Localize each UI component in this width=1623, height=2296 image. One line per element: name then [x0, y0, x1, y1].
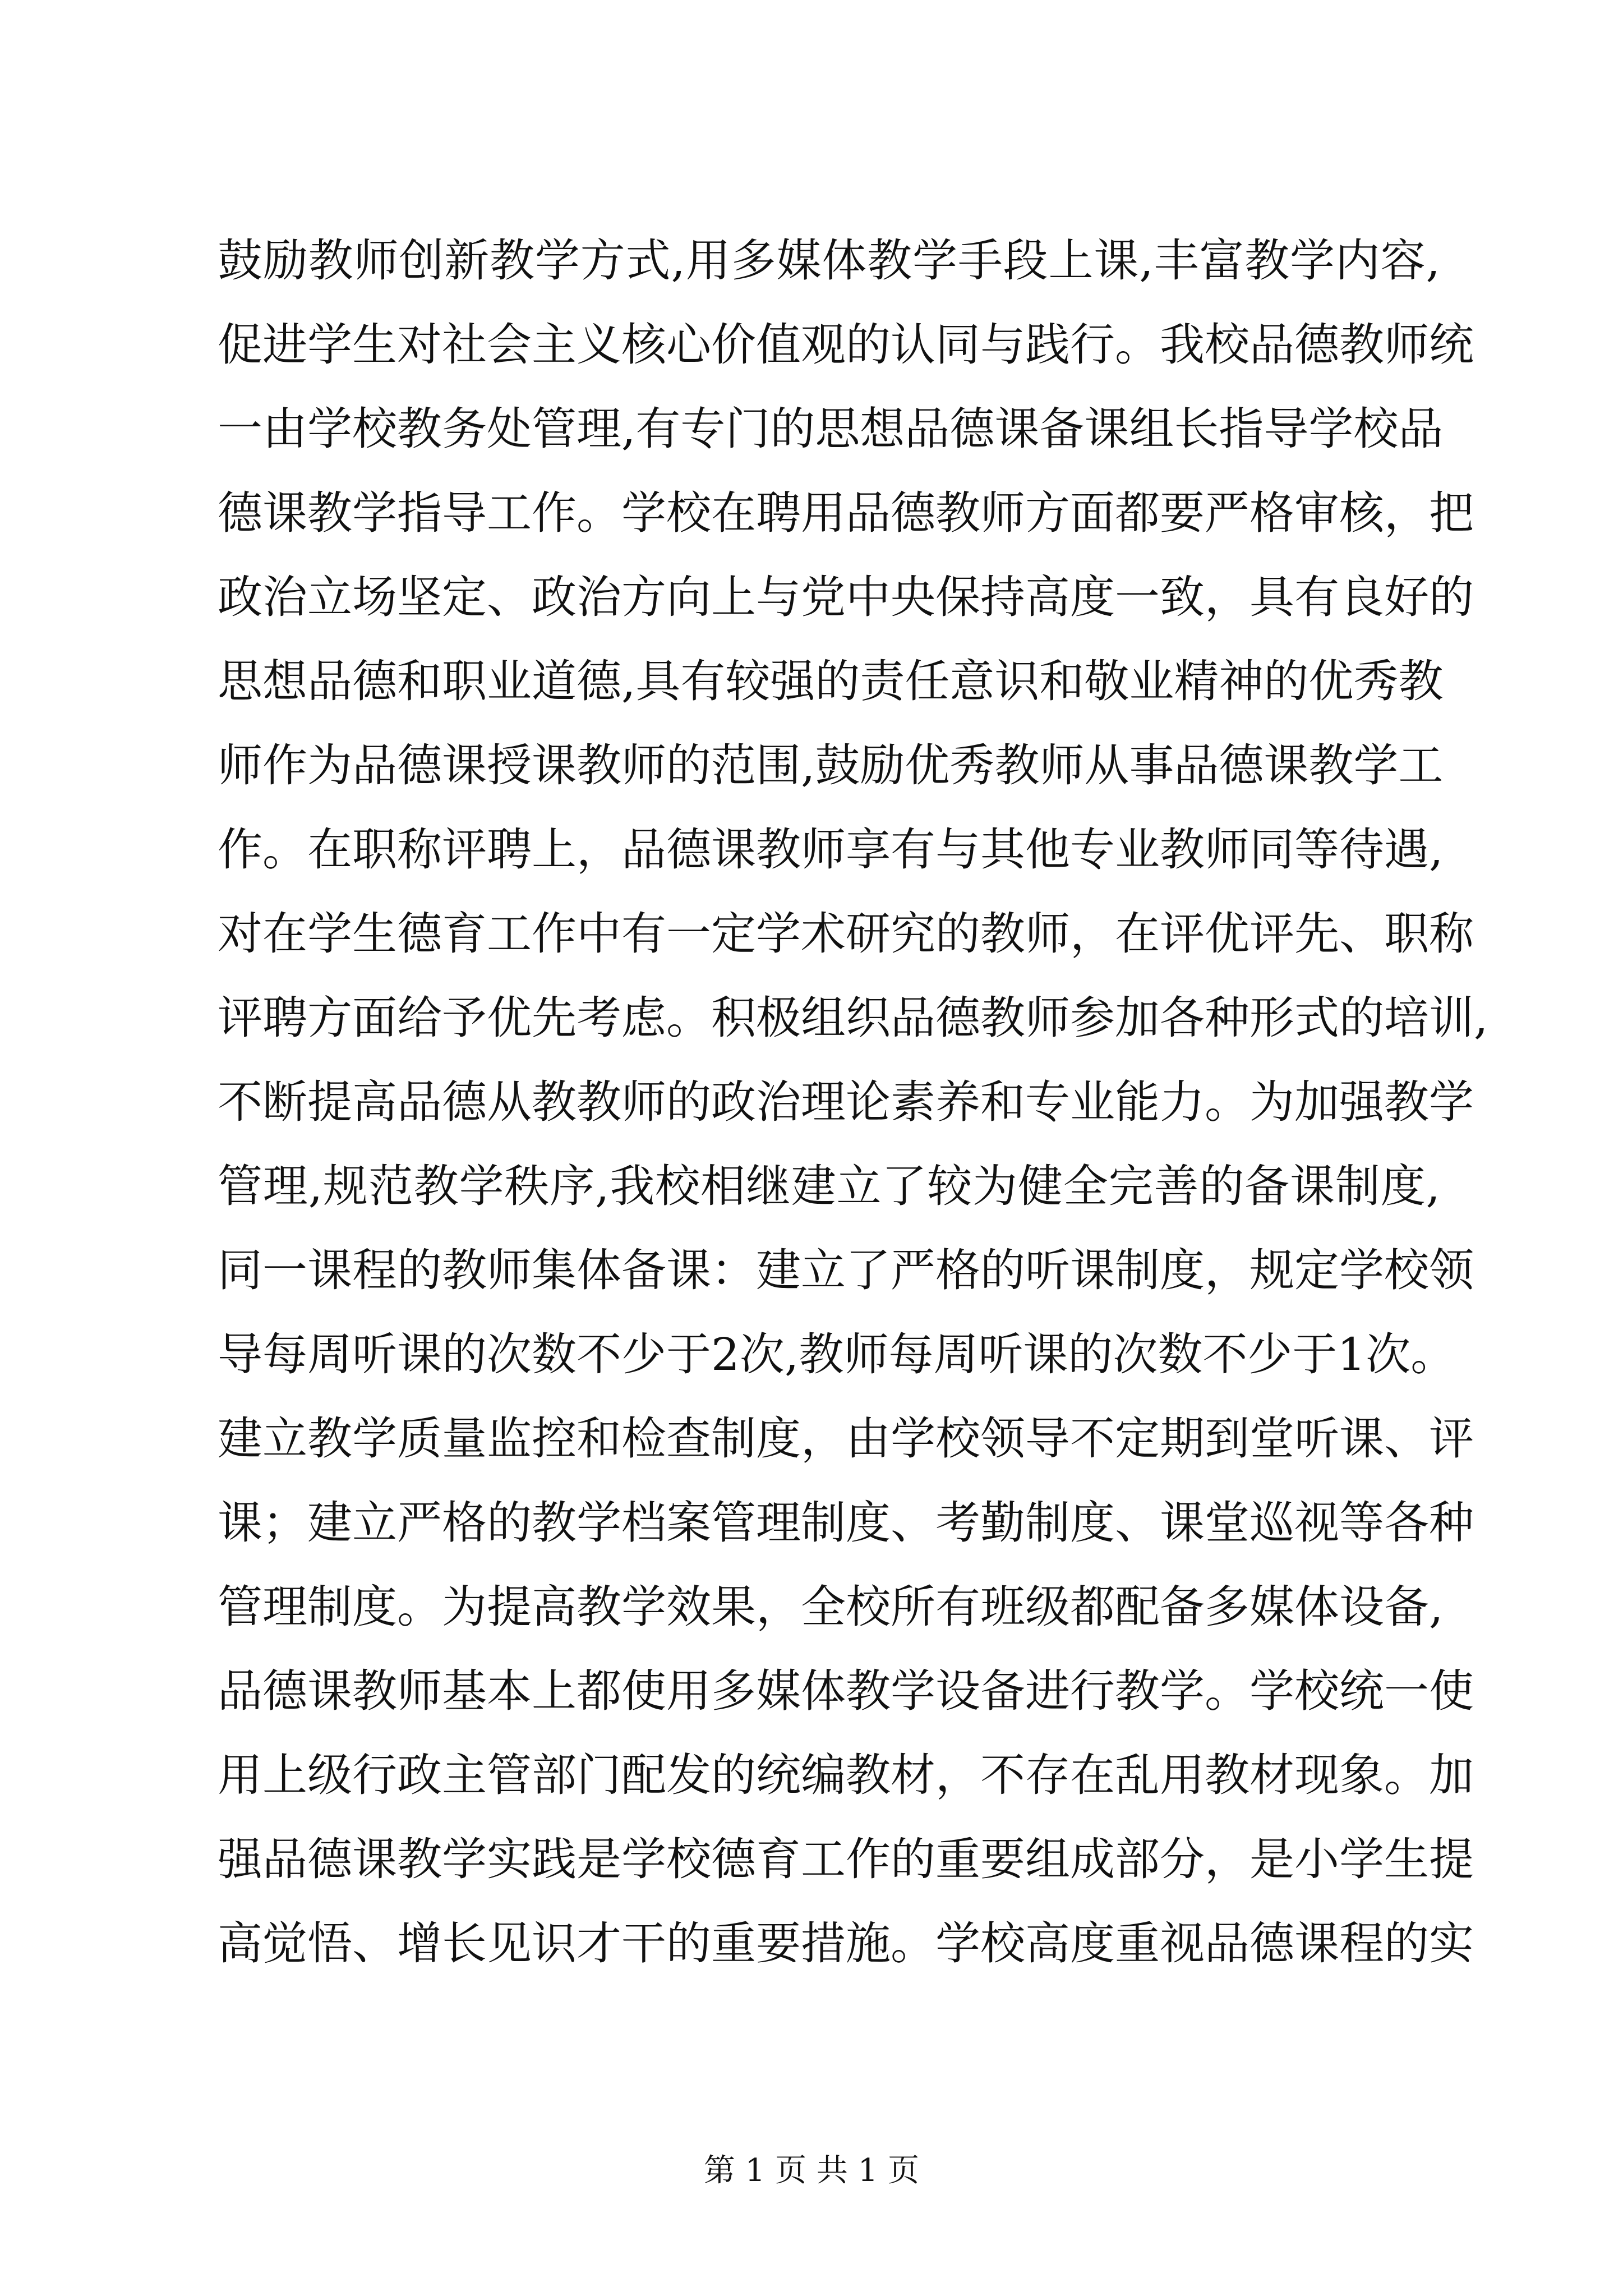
text-line: 评聘方面给予优先考虑。积极组织品德教师参加各种形式的培训,	[218, 992, 1488, 1044]
text-line: 政治立场坚定、政治方向上与党中央保持高度一致，具有良好的	[218, 571, 1474, 623]
text-line: 作。在职称评聘上，品德课教师享有与其他专业教师同等待遇,	[218, 823, 1444, 876]
text-line: 同一课程的教师集体备课：建立了严格的听课制度，规定学校领	[218, 1244, 1474, 1296]
text-line: 管理制度。为提高教学效果，全校所有班级都配备多媒体设备,	[218, 1581, 1444, 1633]
page-number-label: 第 1 页 共 1 页	[703, 2152, 920, 2189]
text-line: 思想品德和职业道德,具有较强的责任意识和敬业精神的优秀教	[218, 655, 1444, 707]
text-line: 促进学生对社会主义核心价值观的认同与践行。我校品德教师统	[218, 319, 1474, 371]
text-line: 对在学生德育工作中有一定学术研究的教师，在评优评先、职称	[218, 908, 1474, 960]
text-line: 用上级行政主管部门配发的统编教材，不存在乱用教材现象。加	[218, 1749, 1474, 1801]
text-line: 导每周听课的次数不少于2次,教师每周听课的次数不少于1次。	[218, 1328, 1456, 1381]
page-footer	[0, 2151, 1623, 2191]
text-line: 建立教学质量监控和检查制度，由学校领导不定期到堂听课、评	[218, 1412, 1474, 1465]
text-line: 课；建立严格的教学档案管理制度、考勤制度、课堂巡视等各种	[218, 1497, 1474, 1549]
text-line: 强品德课教学实践是学校德育工作的重要组成部分，是小学生提	[218, 1833, 1474, 1885]
text-line: 德课教学指导工作。学校在聘用品德教师方面都要严格审核，把	[218, 487, 1474, 539]
text-line: 不断提高品德从教教师的政治理论素养和专业能力。为加强教学	[218, 1076, 1474, 1128]
text-line: 高觉悟、增长见识才干的重要措施。学校高度重视品德课程的实	[218, 1917, 1474, 1970]
text-line: 一由学校教务处管理,有专门的思想品德课备课组长指导学校品	[218, 403, 1444, 455]
text-line: 师作为品德课授课教师的范围,鼓励优秀教师从事品德课教学工	[218, 739, 1444, 792]
text-line: 品德课教师基本上都使用多媒体教学设备进行教学。学校统一使	[218, 1665, 1474, 1717]
body-text	[218, 219, 1488, 1986]
text-line: 鼓励教师创新教学方式,用多媒体教学手段上课,丰富教学内容,	[218, 234, 1440, 287]
text-line: 管理,规范教学秩序,我校相继建立了较为健全完善的备课制度,	[218, 1160, 1440, 1212]
